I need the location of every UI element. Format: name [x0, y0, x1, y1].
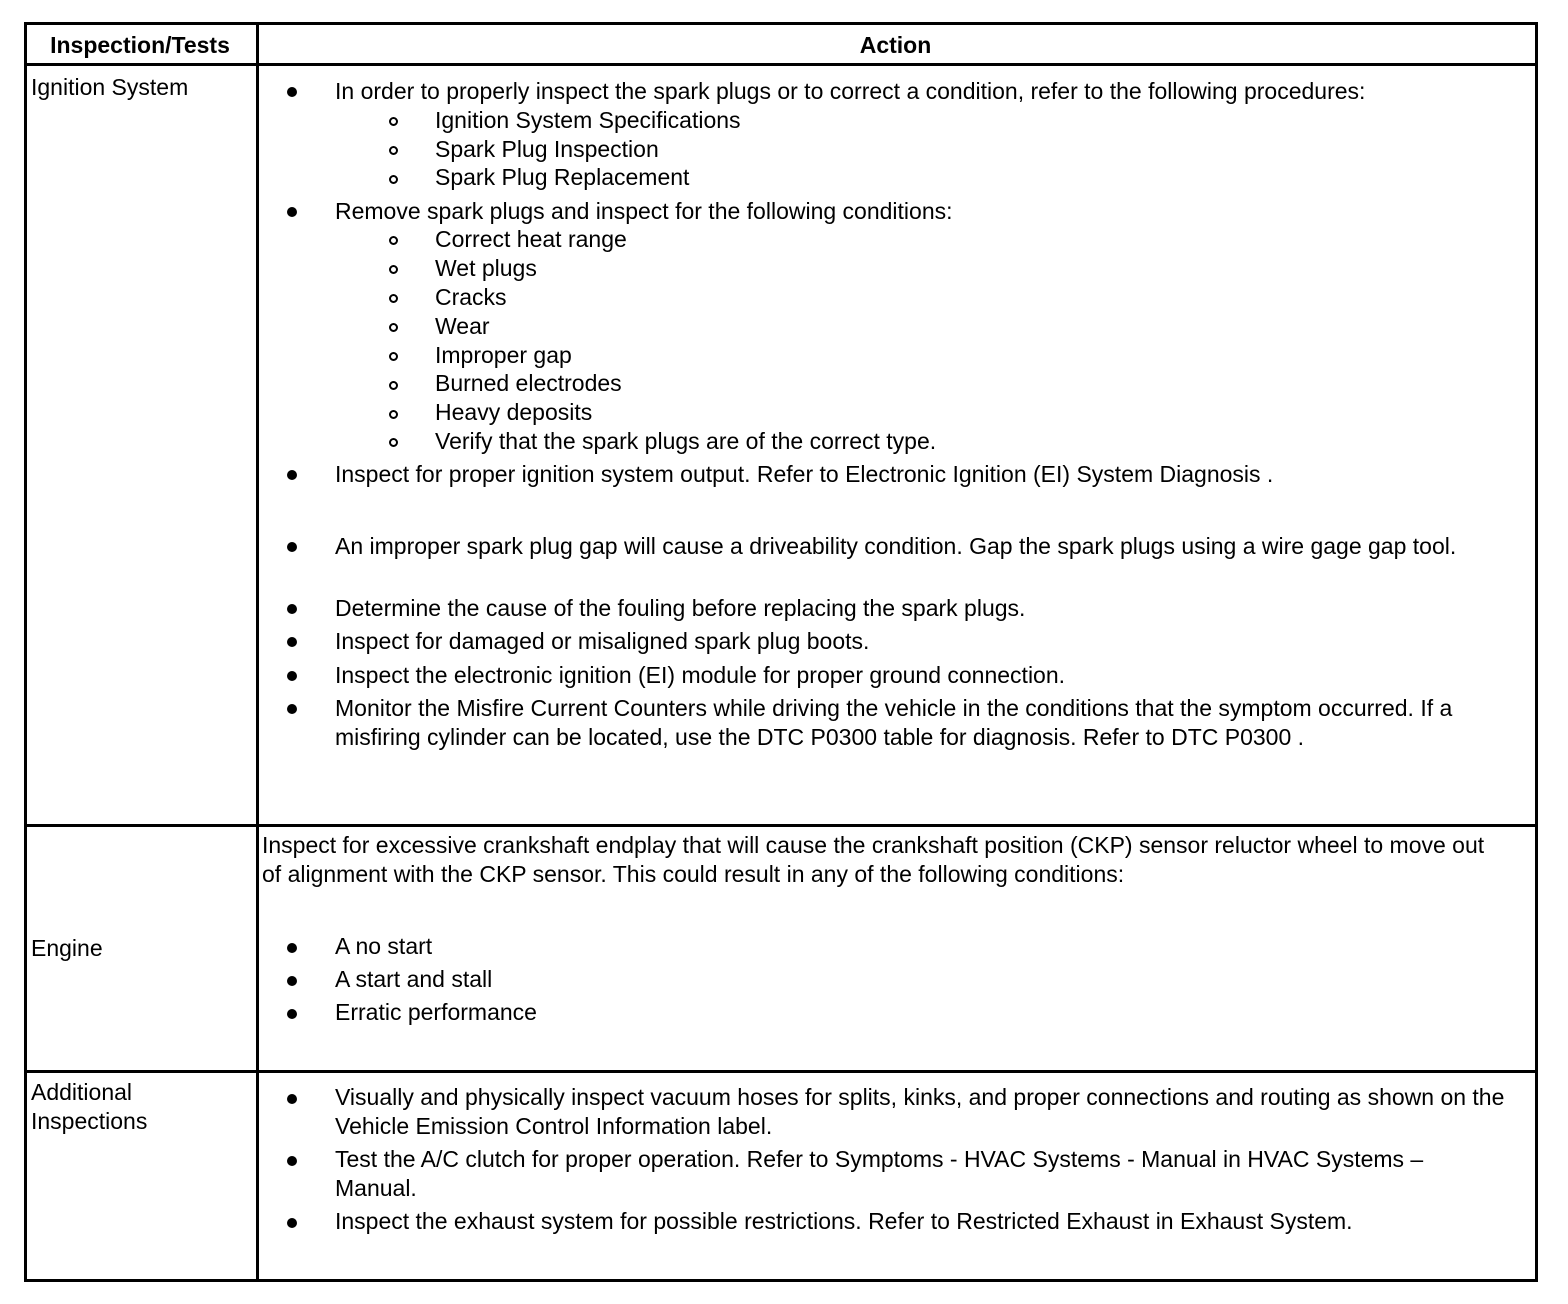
- ignition-sub-item: Ignition System Specifications: [435, 107, 741, 133]
- engine-bullet: Erratic performance: [335, 999, 537, 1025]
- sub-bullet-icon: [389, 438, 398, 447]
- bullet-icon: [287, 671, 297, 681]
- row-divider-engine-additional: [27, 1070, 1535, 1073]
- sub-bullet-icon: [389, 146, 398, 155]
- ignition-sub-item: Improper gap: [435, 342, 572, 368]
- engine-intro: Inspect for excessive crankshaft endplay that will cause the crankshaft position (CKP) sensor reluctor wheel to move out of alignment with the CKP sensor. This could result in any of the following conditions:: [262, 832, 1485, 887]
- bullet-icon: [287, 1156, 297, 1166]
- sub-bullet-icon: [389, 175, 398, 184]
- header-inspection-tests: Inspection/Tests: [50, 32, 230, 58]
- ignition-bullet-2: Remove spark plugs and inspect for the following conditions:: [335, 198, 953, 224]
- ignition-bullet-4: An improper spark plug gap will cause a driveability condition. Gap the spark plugs using a wire gage gap tool.: [335, 533, 1457, 559]
- ignition-bullet-6: Inspect for damaged or misaligned spark plug boots.: [335, 628, 870, 654]
- sub-bullet-icon: [389, 236, 398, 245]
- bullet-icon: [287, 542, 297, 552]
- additional-bullet: Inspect the exhaust system for possible restrictions. Refer to Restricted Exhaust in Exhaust System.: [335, 1208, 1353, 1234]
- ignition-sub-item: Correct heat range: [435, 226, 627, 252]
- additional-bullet: Visually and physically inspect vacuum hoses for splits, kinks, and proper connections and routing as shown on the Vehicle Emission Control Information label.: [335, 1084, 1505, 1139]
- ignition-sub-item: Burned electrodes: [435, 370, 622, 396]
- bullet-icon: [287, 1094, 297, 1104]
- bullet-icon: [287, 207, 297, 217]
- sub-bullet-icon: [389, 294, 398, 303]
- ignition-bullet-7: Inspect the electronic ignition (EI) module for proper ground connection.: [335, 662, 1066, 688]
- sub-bullet-icon: [389, 323, 398, 332]
- bullet-icon: [287, 87, 297, 97]
- sub-bullet-icon: [389, 352, 398, 361]
- engine-bullet: A no start: [335, 933, 433, 959]
- sub-bullet-icon: [389, 117, 398, 126]
- row-label-additional-inspections: Additional Inspections: [31, 1079, 148, 1134]
- header-action: Action: [859, 32, 932, 58]
- bullet-icon: [287, 1009, 297, 1019]
- sub-bullet-icon: [389, 381, 398, 390]
- row-label-ignition-system: Ignition System: [31, 74, 189, 100]
- bullet-icon: [287, 604, 297, 614]
- ignition-bullet-3: Inspect for proper ignition system output. Refer to Electronic Ignition (EI) System Diagnosis .: [335, 461, 1274, 487]
- ignition-sub-item: Spark Plug Replacement: [435, 164, 690, 190]
- bullet-icon: [287, 1218, 297, 1228]
- ignition-sub-item: Spark Plug Inspection: [435, 136, 659, 162]
- ignition-sub-item: Wear: [435, 313, 490, 339]
- sub-bullet-icon: [389, 410, 398, 419]
- additional-bullet: Test the A/C clutch for proper operation. Refer to Symptoms - HVAC Systems - Manual in HVAC Systems – Manual.: [335, 1146, 1424, 1201]
- bullet-icon: [287, 470, 297, 480]
- ignition-bullet-1: In order to properly inspect the spark plugs or to correct a condition, refer to the following procedures:: [335, 78, 1366, 104]
- ignition-bullet-5: Determine the cause of the fouling before replacing the spark plugs.: [335, 595, 1026, 621]
- ignition-sub-item: Heavy deposits: [435, 399, 593, 425]
- bullet-icon: [287, 943, 297, 953]
- ignition-sub-item: Verify that the spark plugs are of the correct type.: [435, 428, 937, 454]
- row-divider-ignition-engine: [27, 824, 1535, 827]
- column-divider: [256, 25, 259, 1279]
- ignition-sub-item: Cracks: [435, 284, 507, 310]
- ignition-bullet-8: Monitor the Misfire Current Counters while driving the vehicle in the conditions that the symptom occurred. If a misfiring cylinder can be located, use the DTC P0300 table for diagnosis. Refer to DTC P0300 .: [335, 695, 1453, 750]
- sub-bullet-icon: [389, 265, 398, 274]
- bullet-icon: [287, 704, 297, 714]
- row-label-engine: Engine: [31, 935, 103, 961]
- bullet-icon: [287, 637, 297, 647]
- engine-bullet: A start and stall: [335, 966, 493, 992]
- bullet-icon: [287, 976, 297, 986]
- ignition-sub-item: Wet plugs: [435, 255, 537, 281]
